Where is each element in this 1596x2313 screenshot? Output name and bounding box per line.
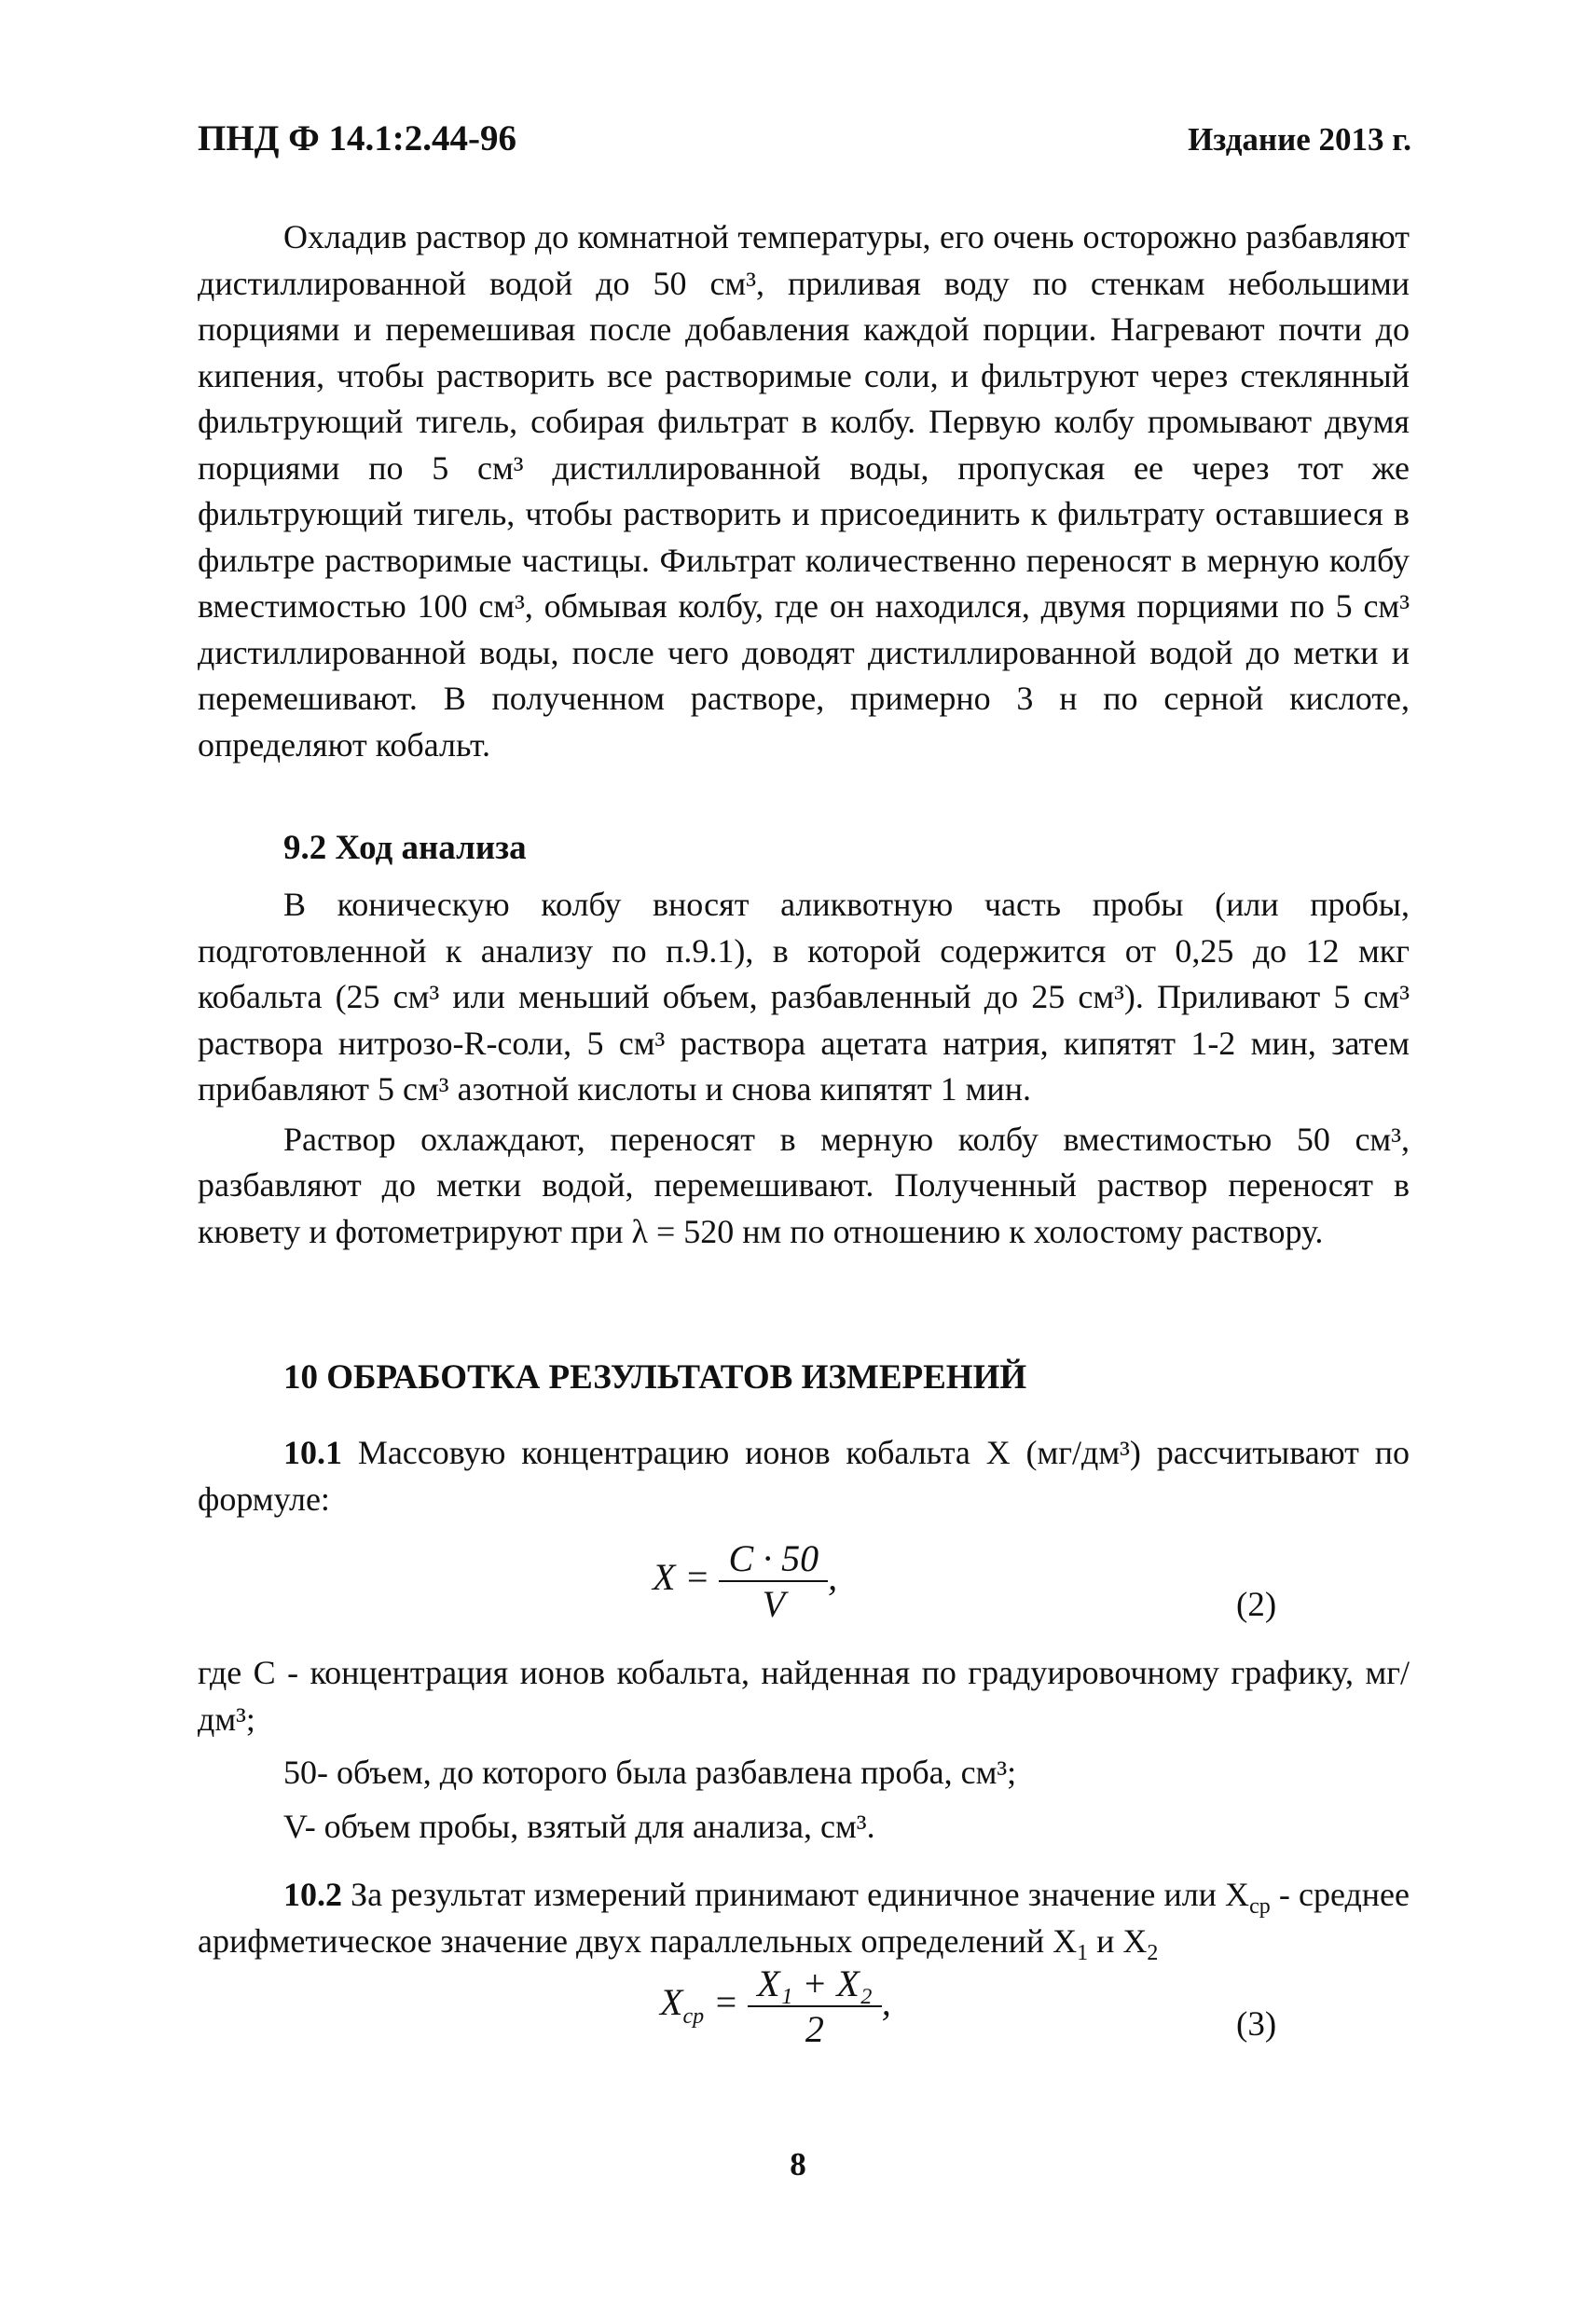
formula-2-comma: , (828, 1556, 838, 1599)
formula-3-fraction (748, 1962, 882, 2051)
paragraph-10-1 (198, 1430, 1410, 1522)
document-id: ПНД Ф 14.1:2.44-96 (198, 118, 516, 158)
and-x: и X (1088, 1921, 1148, 1960)
clause-text-10-2: За результат измерений принимают единичное значение или X (342, 1876, 1250, 1913)
formula-3-lhs: X (660, 1981, 683, 2024)
paragraph-text: Охладив раствор до комнатной температуры, его очень осторожно разбавляют дистиллированной водой до 50 см³, приливая воду по стенкам небольшими порциями и перемешивая после добавления каждой порции. Нагревают почти до кипения, чтобы растворить все растворимые соли, и фильтруют через стеклянный фильтрующий тигель, собирая фильтрат в колбу. Первую колбу промывают двумя порциями по 5 см³ дистиллированной воды, пропуская ее через тот же фильтрующий тигель, чтобы растворить и присоединить к фильтрату оставшиеся в фильтре растворимые частицы. Фильтрат количественно переносят в мерную колбу вместимостью 100 см³, обмывая колбу, где он находился, двумя порциями по 5 см³ дистиллированной воды, после чего доводят дистиллированной водой до метки и перемешивают. В полученном растворе, примерно 3 н по серной кислоте, определяют кобальт. (198, 218, 1410, 764)
section-heading-10: 10 ОБРАБОТКА РЕЗУЛЬТАТОВ ИЗМЕРЕНИЙ (283, 1358, 1027, 1397)
clause-text-10-1: Массовую концентрацию ионов кобальта X (мг/дм³) рассчитывают по формуле: (198, 1434, 1410, 1518)
formula-2-denominator: V (762, 1583, 785, 1625)
formula-3-equals: = (704, 1981, 739, 2024)
formula-2-legend (198, 1650, 1410, 1850)
section-heading-9-2: 9.2 Ход анализа (283, 829, 527, 867)
formula-2-numerator: C · 50 (719, 1536, 828, 1582)
formula-3-comma: , (881, 1981, 891, 2024)
formula-3-numerator: X₁ + X₂ (748, 1962, 882, 2007)
formula-2 (653, 1536, 837, 1626)
formula-3 (660, 1962, 891, 2051)
equation-number-2: (2) (1236, 1586, 1277, 1624)
paragraph-10-2 (198, 1872, 1410, 1964)
formula-3-lhs-subscript: ср (682, 2004, 705, 2030)
edition-label: Издание 2013 г. (1188, 121, 1411, 158)
formula-2-fraction (719, 1536, 828, 1626)
clause-number-10-2: 10.2 (283, 1876, 342, 1913)
formula-2-lhs: X = (653, 1556, 710, 1599)
paragraph-sample-prep (198, 214, 1410, 768)
equation-number-3: (3) (1236, 2005, 1277, 2044)
section-9-2-body (198, 882, 1410, 1255)
clause-number-10-1: 10.1 (283, 1434, 342, 1471)
x1-subscript: 1 (1077, 1940, 1089, 1965)
legend-v: V- объем пробы, взятый для анализа, см³. (283, 1807, 875, 1845)
paragraph-photometry: Раствор охлаждают, переносят в мерную колбу вместимостью 50 см³, разбавляют до метки водой, перемешивают. Полученный раствор переносят в кювету и фотометрируют при λ = 520 нм по отношению к холостому раствору. (198, 1120, 1410, 1250)
xcp-subscript: ср (1249, 1894, 1271, 1920)
formula-3-denominator: 2 (805, 2008, 824, 2050)
legend-50: 50- объем, до которого была разбавлена проба, см³; (283, 1754, 1017, 1791)
legend-c: где С - концентрация ионов кобальта, найденная по градуировочному графику, мг/дм³; (198, 1654, 1410, 1738)
page-number: 8 (790, 2146, 806, 2182)
paragraph-analysis-procedure: В коническую колбу вносят аликвотную часть пробы (или пробы, подготовленной к анализу по п.9.1), в которой содержится от 0,25 до 12 мкг кобальта (25 см³ или меньший объем, разбавленный до 25 см³). Приливают 5 см³ раствора нитрозо-R-соли, 5 см³ раствора ацетата натрия, кипятят 1-2 мин, затем прибавляют 5 см³ азотной кислоты и снова кипятят 1 мин. (198, 886, 1410, 1108)
x2-subscript: 2 (1147, 1940, 1159, 1965)
clause-text-10-2-cont: - среднее арифметическое значение двух параллельных определений X (198, 1876, 1410, 1960)
